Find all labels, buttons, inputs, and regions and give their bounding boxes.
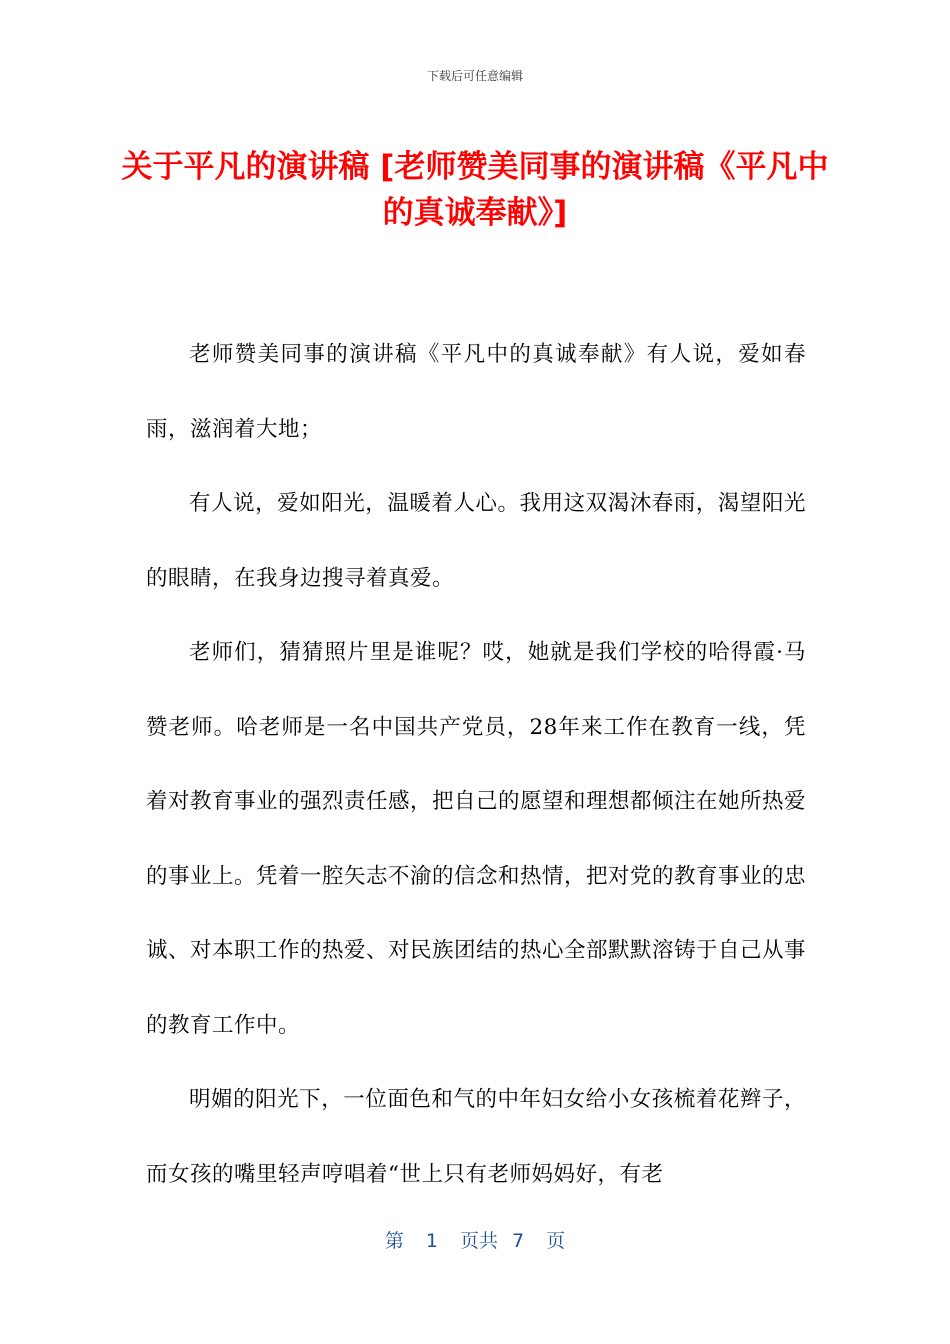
header-note: 下载后可任意编辑 — [426, 69, 523, 83]
paragraph: 老师赞美同事的演讲稿《平凡中的真诚奉献》有人说，爱如春雨，滋润着大地； — [146, 342, 806, 442]
page-current: 1 — [425, 1230, 438, 1252]
page-footer — [0, 1226, 950, 1253]
page-middle: 页共 — [459, 1230, 498, 1252]
paragraph: 老师们，猜猜照片里是谁呢？哎，她就是我们学校的哈得霞·马赞老师。哈老师是一名中国共产党员，28年来工作在教育一线，凭着对教育事业的强烈责任感，把自己的愿望和理想都倾注在她所热爱的事业上。凭着一腔矢志不渝的信念和热情，把对党的教育事业的忠诚、对本职工作的热爱、对民族团结的热心全部默默溶铸于自己从事的教育工作中。 — [146, 640, 807, 1038]
page-prefix: 第 — [384, 1230, 404, 1252]
page-suffix: 页 — [546, 1230, 566, 1252]
page-total: 7 — [512, 1230, 525, 1252]
document-body — [146, 318, 806, 1212]
paragraph: 明媚的阳光下，一位面色和气的中年妇女给小女孩梳着花辫子，而女孩的嘴里轻声哼唱着“世上只有老师妈妈好，有老 — [146, 1087, 806, 1187]
paragraph: 有人说，爱如阳光，温暖着人心。我用这双渴沐春雨，渴望阳光的眼睛，在我身边搜寻着真爱。 — [146, 491, 806, 591]
document-title: 关于平凡的演讲稿 [老师赞美同事的演讲稿《平凡中的真诚奉献》] — [121, 149, 829, 231]
